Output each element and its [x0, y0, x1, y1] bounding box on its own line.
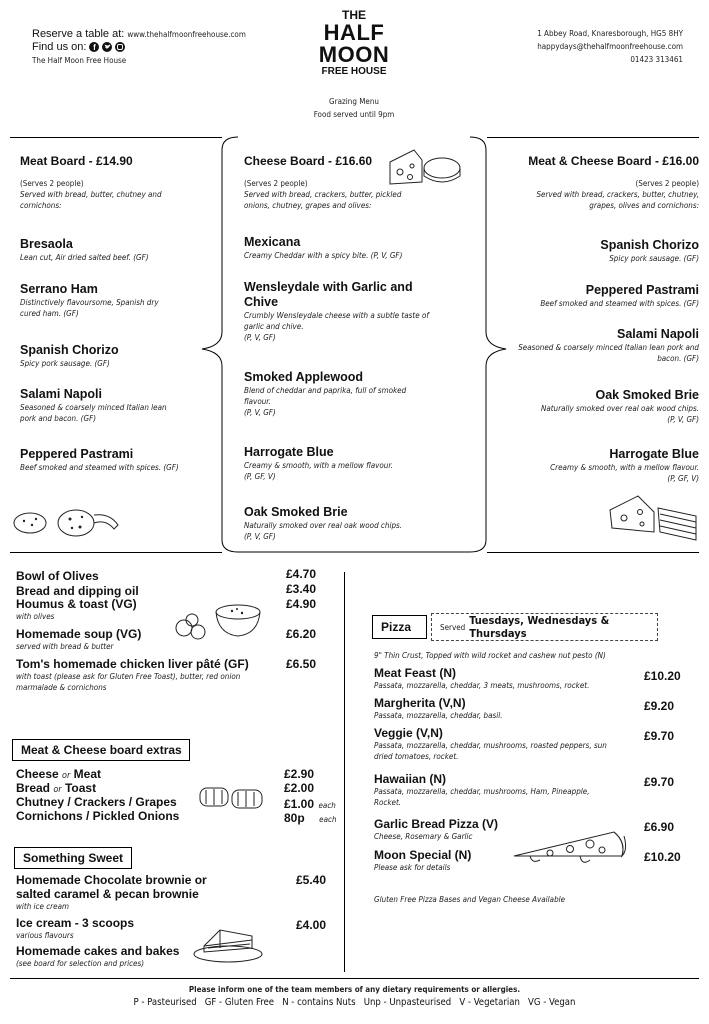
meat-cheese-item — [513, 327, 699, 364]
extra-row — [16, 767, 101, 782]
meat-item-desc: Distinctively flavoursome, Spanish dry cured ham. (GF) — [20, 298, 159, 318]
meat-cheese-item — [519, 447, 699, 484]
cheese-item-name: Wensleydale with Garlic and Chive — [244, 280, 413, 309]
cheese-board-desc: Served with bread, crackers, butter, pickled onions, chutney, grapes and olives: — [244, 190, 402, 210]
cheese-item — [244, 370, 434, 418]
sweet-item-desc: (see board for selection and prices) — [16, 959, 145, 968]
pizza-served-prefix: Served — [440, 622, 466, 632]
pizza-served-days: Tuesdays, Wednesdays & Thursdays — [469, 614, 610, 640]
nibble-name: Homemade soup (VG) — [16, 627, 142, 641]
meat-cheese-item-tags: (P, V, GF) — [667, 415, 699, 424]
pizza-item-name: Moon Special (N) — [374, 848, 472, 862]
meat-item-desc: Spicy pork sausage. (GF) — [20, 359, 110, 368]
pizza-slice-illustration-icon — [510, 826, 630, 872]
email[interactable]: happydays@thehalfmoonfreehouse.com — [537, 42, 683, 51]
extra-name: Chutney / Crackers / Grapes — [16, 795, 177, 809]
meat-item-name: Spanish Chorizo — [20, 343, 119, 357]
nibble-price: £6.50 — [286, 657, 317, 671]
sweet-item-price: £5.40 — [296, 873, 327, 887]
extra-name: Bread — [16, 781, 51, 795]
extra-name: Cheese — [16, 767, 59, 781]
twitter-icon[interactable] — [102, 42, 112, 52]
meat-cheese-board-title: Meat & Cheese Board - £16.00 — [528, 154, 699, 168]
pizza-item-price: £9.70 — [644, 729, 675, 743]
cheese-wedges-illustration-icon — [606, 492, 702, 548]
cheese-item-desc: Crumbly Wensleydale cheese with a subtle taste of garlic and chive. — [244, 311, 429, 331]
find-us-label: Find us on: — [32, 41, 87, 53]
meat-cheese-board-serves: (Serves 2 people) — [635, 179, 699, 188]
pizza-item — [374, 666, 634, 691]
pizza-item — [374, 726, 624, 762]
nibble-price: £4.70 — [286, 567, 317, 581]
nibble-name: Bowl of Olives — [16, 569, 99, 583]
meat-cheese-item-desc: Spicy pork sausage. (GF) — [609, 254, 699, 263]
cheese-item-desc: Creamy Cheddar with a spicy bite. (P, V, GF) — [244, 251, 403, 260]
cheese-item — [244, 280, 444, 343]
nibble-desc: served with bread & butter — [16, 642, 114, 651]
meat-cheese-item-desc: Beef smoked and steamed with spices. (GF) — [540, 299, 699, 308]
extra-unit: each — [318, 801, 336, 810]
meat-board-title: Meat Board - £14.90 — [20, 154, 133, 168]
meat-item-desc: Seasoned & coarsely minced Italian lean pork and bacon. (GF) — [20, 403, 167, 423]
cheese-board-title: Cheese Board - £16.60 — [244, 154, 373, 168]
meat-cheese-item-desc: Seasoned & coarsely minced Italian lean pork and bacon. (GF) — [518, 343, 699, 363]
sweet-item — [16, 916, 216, 941]
meat-cheese-item-name: Peppered Pastrami — [585, 283, 699, 297]
bread-illustration-icon — [196, 782, 268, 812]
meat-item — [20, 237, 200, 263]
cheese-item-tags: (P, GF, V) — [244, 472, 276, 481]
cheese-item-name: Harrogate Blue — [244, 445, 334, 459]
extra-or: or — [62, 771, 71, 781]
pizza-item-price: £10.20 — [644, 669, 681, 683]
pizza-item-name: Margherita (V,N) — [374, 696, 466, 710]
extra-price: £2.90 — [284, 767, 315, 781]
meat-cheese-board-desc: Served with bread, crackers, butter, chutney, grapes, olives and cornichons: — [536, 190, 699, 210]
reserve-url[interactable]: www.thehalfmoonfreehouse.com — [127, 30, 246, 39]
nibble-row — [16, 657, 286, 693]
allergy-notice: Please inform one of the team members of any dietary requirements or allergies. — [188, 985, 521, 994]
column-divider — [344, 572, 345, 972]
meat-item-name: Peppered Pastrami — [20, 447, 134, 461]
meat-cheese-board — [499, 154, 699, 211]
pizza-item — [374, 696, 634, 721]
logo-line1: THE — [342, 8, 366, 22]
extra-price: £1.00 — [284, 797, 315, 811]
reserve-line — [32, 28, 246, 40]
extra-name: Cornichons / Pickled Onions — [16, 809, 180, 823]
meat-item-desc: Lean cut, Air dried salted beef. (GF) — [20, 253, 149, 262]
extra-or: or — [53, 785, 62, 795]
nibble-name: Bread and dipping oil — [16, 584, 139, 598]
sweet-item-name: Ice cream - 3 scoops — [16, 916, 135, 930]
pizza-item-name: Hawaiian (N) — [374, 772, 447, 786]
sweet-item-name: Homemade cakes and bakes — [16, 944, 180, 958]
sweet-title: Something Sweet — [23, 851, 124, 865]
cheese-item — [244, 445, 444, 482]
address: 1 Abbey Road, Knaresborough, HG5 8HY — [537, 29, 683, 38]
extras-title-box — [12, 739, 190, 761]
meat-cheese-item-desc: Naturally smoked over real oak wood chips. — [540, 404, 699, 413]
logo — [304, 8, 404, 78]
meat-cheese-item-name: Harrogate Blue — [609, 447, 699, 461]
cheese-item-tags: (P, V, GF) — [244, 532, 276, 541]
meat-cheese-item — [509, 283, 699, 309]
meat-item — [20, 282, 180, 319]
cheese-item-name: Mexicana — [244, 235, 301, 249]
cheese-item-desc: Naturally smoked over real oak wood chips. — [244, 521, 403, 530]
pizza-item-price: £10.20 — [644, 850, 681, 864]
nibble-price: £6.20 — [286, 627, 317, 641]
pizza-item-name: Veggie (V,N) — [374, 726, 443, 740]
meat-cheese-item-name: Salami Napoli — [617, 327, 699, 341]
sausage-illustration-icon — [10, 505, 125, 541]
cake-illustration-icon — [190, 920, 266, 964]
pizza-item-name: Meat Feast (N) — [374, 666, 457, 680]
meat-item-name: Salami Napoli — [20, 387, 102, 401]
meat-item — [20, 447, 210, 473]
menu-name: Grazing Menu — [329, 97, 379, 106]
nibble-desc: with toast (please ask for Gluten Free Toast), butter, red onion marmalade & cornichons — [16, 672, 241, 692]
cheese-board-serves: (Serves 2 people) — [244, 179, 308, 188]
divider-top-left — [10, 137, 222, 138]
nibble-desc: with olives — [16, 612, 55, 621]
cheese-item-desc: Creamy & smooth, with a mellow flavour. — [244, 461, 393, 470]
extra-unit: each — [319, 815, 337, 824]
pizza-item-desc: Passata, mozzarella, cheddar, mushrooms, roasted peppers, sun dried tomatoes, rocket. — [374, 741, 607, 761]
extra-price-row — [284, 809, 337, 827]
logo-line4: FREE HOUSE — [321, 66, 387, 77]
meat-cheese-item-name: Spanish Chorizo — [600, 238, 699, 252]
pizza-item-price: £9.20 — [644, 699, 675, 713]
served-until: Food served until 9pm — [313, 110, 395, 119]
cheese-item-name: Oak Smoked Brie — [244, 505, 348, 519]
cheese-item-tags: (P, V, GF) — [244, 408, 276, 417]
facebook-icon[interactable]: f — [89, 42, 99, 52]
meat-board — [20, 154, 220, 211]
sweet-item-name: Homemade Chocolate brownie or salted caramel & pecan brownie — [16, 873, 207, 901]
logo-line3: MOON — [318, 42, 390, 67]
pizza-days-box — [431, 613, 658, 641]
extra-name: Meat — [73, 767, 102, 781]
cheese-item-desc: Blend of cheddar and paprika, full of smoked flavour. — [244, 386, 407, 406]
extras-title: Meat & Cheese board extras — [21, 743, 182, 757]
cheese-item — [244, 505, 444, 542]
meat-item-desc: Beef smoked and steamed with spices. (GF) — [20, 463, 179, 472]
extra-price: £2.00 — [284, 781, 315, 795]
nibble-price: £3.40 — [286, 582, 317, 596]
pizza-item-desc: Passata, mozzarella, cheddar, mushrooms, Ham, Pineapple, Rocket. — [374, 787, 590, 807]
pizza-item-desc: Passata, mozzarella, cheddar, 3 meats, mushrooms, rocket. — [374, 681, 590, 690]
logo-line2: HALF — [323, 20, 385, 45]
pizza-footnote: Gluten Free Pizza Bases and Vegan Cheese Available — [374, 895, 566, 904]
nibble-name: Tom's homemade chicken liver pâté (GF) — [16, 657, 249, 671]
pizza-base-note: 9" Thin Crust, Topped with wild rocket and cashew nut pesto (N) — [374, 651, 606, 660]
pizza-item-price: £9.70 — [644, 775, 675, 789]
dietary-key: P - Pasteurised GF - Gluten Free N - contains Nuts Unp - Unpasteurised V - Vegetarian VG - Vegan — [133, 997, 576, 1008]
pizza-item-desc: Cheese, Rosemary & Garlic — [374, 832, 473, 841]
pizza-item-price: £6.90 — [644, 820, 675, 834]
meat-cheese-item — [519, 238, 699, 264]
sweet-item-price: £4.00 — [296, 918, 327, 932]
sweet-item — [16, 873, 216, 912]
cheese-illustration-icon — [386, 144, 462, 190]
soup-bowl-illustration-icon — [172, 598, 264, 644]
meat-cheese-item — [509, 388, 699, 425]
phone[interactable]: 01423 313461 — [630, 55, 683, 64]
cheese-item-tags: (P, V, GF) — [244, 333, 276, 342]
divider-mid-left — [10, 552, 222, 553]
meat-item — [20, 343, 200, 369]
sweet-item-desc: with ice cream — [16, 902, 69, 911]
divider-mid-right — [487, 552, 699, 553]
meat-cheese-item-tags: (P, GF, V) — [667, 474, 699, 483]
meat-board-desc: Served with bread, butter, chutney and cornichons: — [20, 190, 162, 210]
find-us-line — [32, 41, 125, 53]
pizza-label-box — [372, 615, 427, 639]
pizza-item-desc: Passata, mozzarella, cheddar, basil. — [374, 711, 503, 720]
pizza-item — [374, 848, 514, 873]
meat-board-serves: (Serves 2 people) — [20, 179, 84, 188]
extra-price: 80p — [284, 811, 305, 825]
pizza-item-desc: Please ask for details — [374, 863, 451, 872]
reserve-label: Reserve a table at: — [32, 28, 125, 40]
sweet-title-box — [14, 847, 132, 869]
pizza-label: Pizza — [381, 620, 412, 634]
meat-item-name: Serrano Ham — [20, 282, 98, 296]
sweet-item-desc: various flavours — [16, 931, 74, 940]
extra-name: Toast — [64, 781, 97, 795]
pizza-item-name: Garlic Bread Pizza (V) — [374, 817, 499, 831]
nibble-name: Houmus & toast (VG) — [16, 597, 137, 611]
divider-top-right — [487, 137, 699, 138]
meat-item-name: Bresaola — [20, 237, 73, 251]
meat-cheese-item-name: Oak Smoked Brie — [595, 388, 699, 402]
pizza-item — [374, 772, 614, 808]
divider-footer — [10, 978, 699, 979]
cheese-item — [244, 235, 444, 261]
cheese-item-name: Smoked Applewood — [244, 370, 363, 384]
pub-name-small: The Half Moon Free House — [32, 56, 127, 65]
nibble-price: £4.90 — [286, 597, 317, 611]
meat-item — [20, 387, 170, 424]
instagram-icon[interactable] — [115, 42, 125, 52]
extra-row — [16, 781, 96, 796]
meat-cheese-item-desc: Creamy & smooth, with a mellow flavour. — [550, 463, 699, 472]
